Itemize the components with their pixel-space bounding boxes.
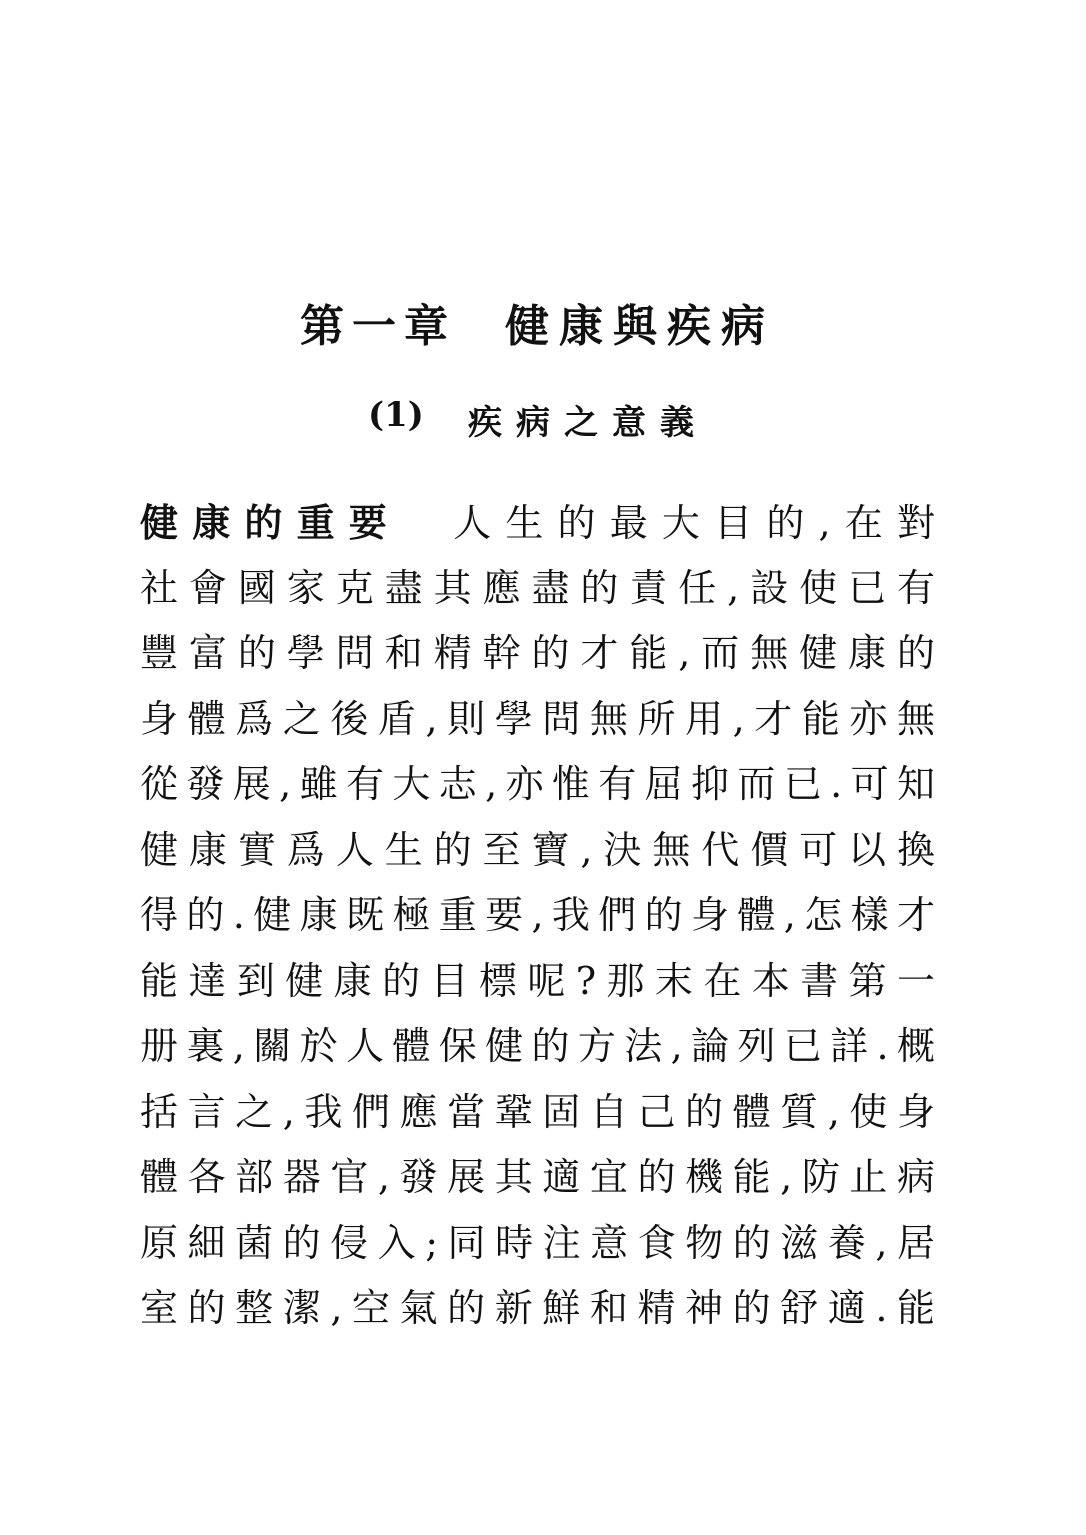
body-text [140, 490, 935, 1342]
section-number: (1) [368, 395, 424, 435]
text-line: 能達到健康的目標呢?那末在本書第一 [140, 958, 935, 1003]
text-line [140, 490, 935, 556]
section-heading [368, 395, 708, 444]
paragraph-lead: 健康的重要 [140, 500, 401, 545]
text-line: 體各部器官,發展其適宜的機能,防止病 [140, 1155, 935, 1199]
text-line: 室的整潔,空氣的新鮮和精神的舒適.能 [140, 1286, 935, 1330]
chapter-title: 健康與疾病 [505, 301, 775, 352]
chapter-number: 第一章 [300, 301, 456, 352]
text-line: 册裏,關於人體保健的方法,論列已詳.概 [140, 1024, 935, 1068]
chapter-heading [300, 290, 775, 354]
text-line: 身體爲之後盾,則學問無所用,才能亦無 [140, 696, 935, 741]
section-title: 疾病之意義 [468, 403, 708, 443]
text-line: 健康實爲人生的至寶,決無代價可以換 [140, 827, 935, 872]
paragraph-first-line: 人生的最大目的,在對 [400, 501, 935, 545]
text-line: 社會國家克盡其應盡的責任,設使已有 [140, 565, 935, 610]
text-line: 原細菌的侵入;同時注意食物的滋養,居 [140, 1220, 935, 1265]
text-line: 得的.健康既極重要,我們的身體,怎樣才 [140, 893, 935, 937]
text-line: 從發展,雖有大志,亦惟有屈抑而已.可知 [140, 762, 935, 806]
text-line: 豐富的學問和精幹的才能,而無健康的 [140, 631, 935, 675]
text-line: 括言之,我們應當鞏固自己的體質,使身 [140, 1089, 935, 1134]
